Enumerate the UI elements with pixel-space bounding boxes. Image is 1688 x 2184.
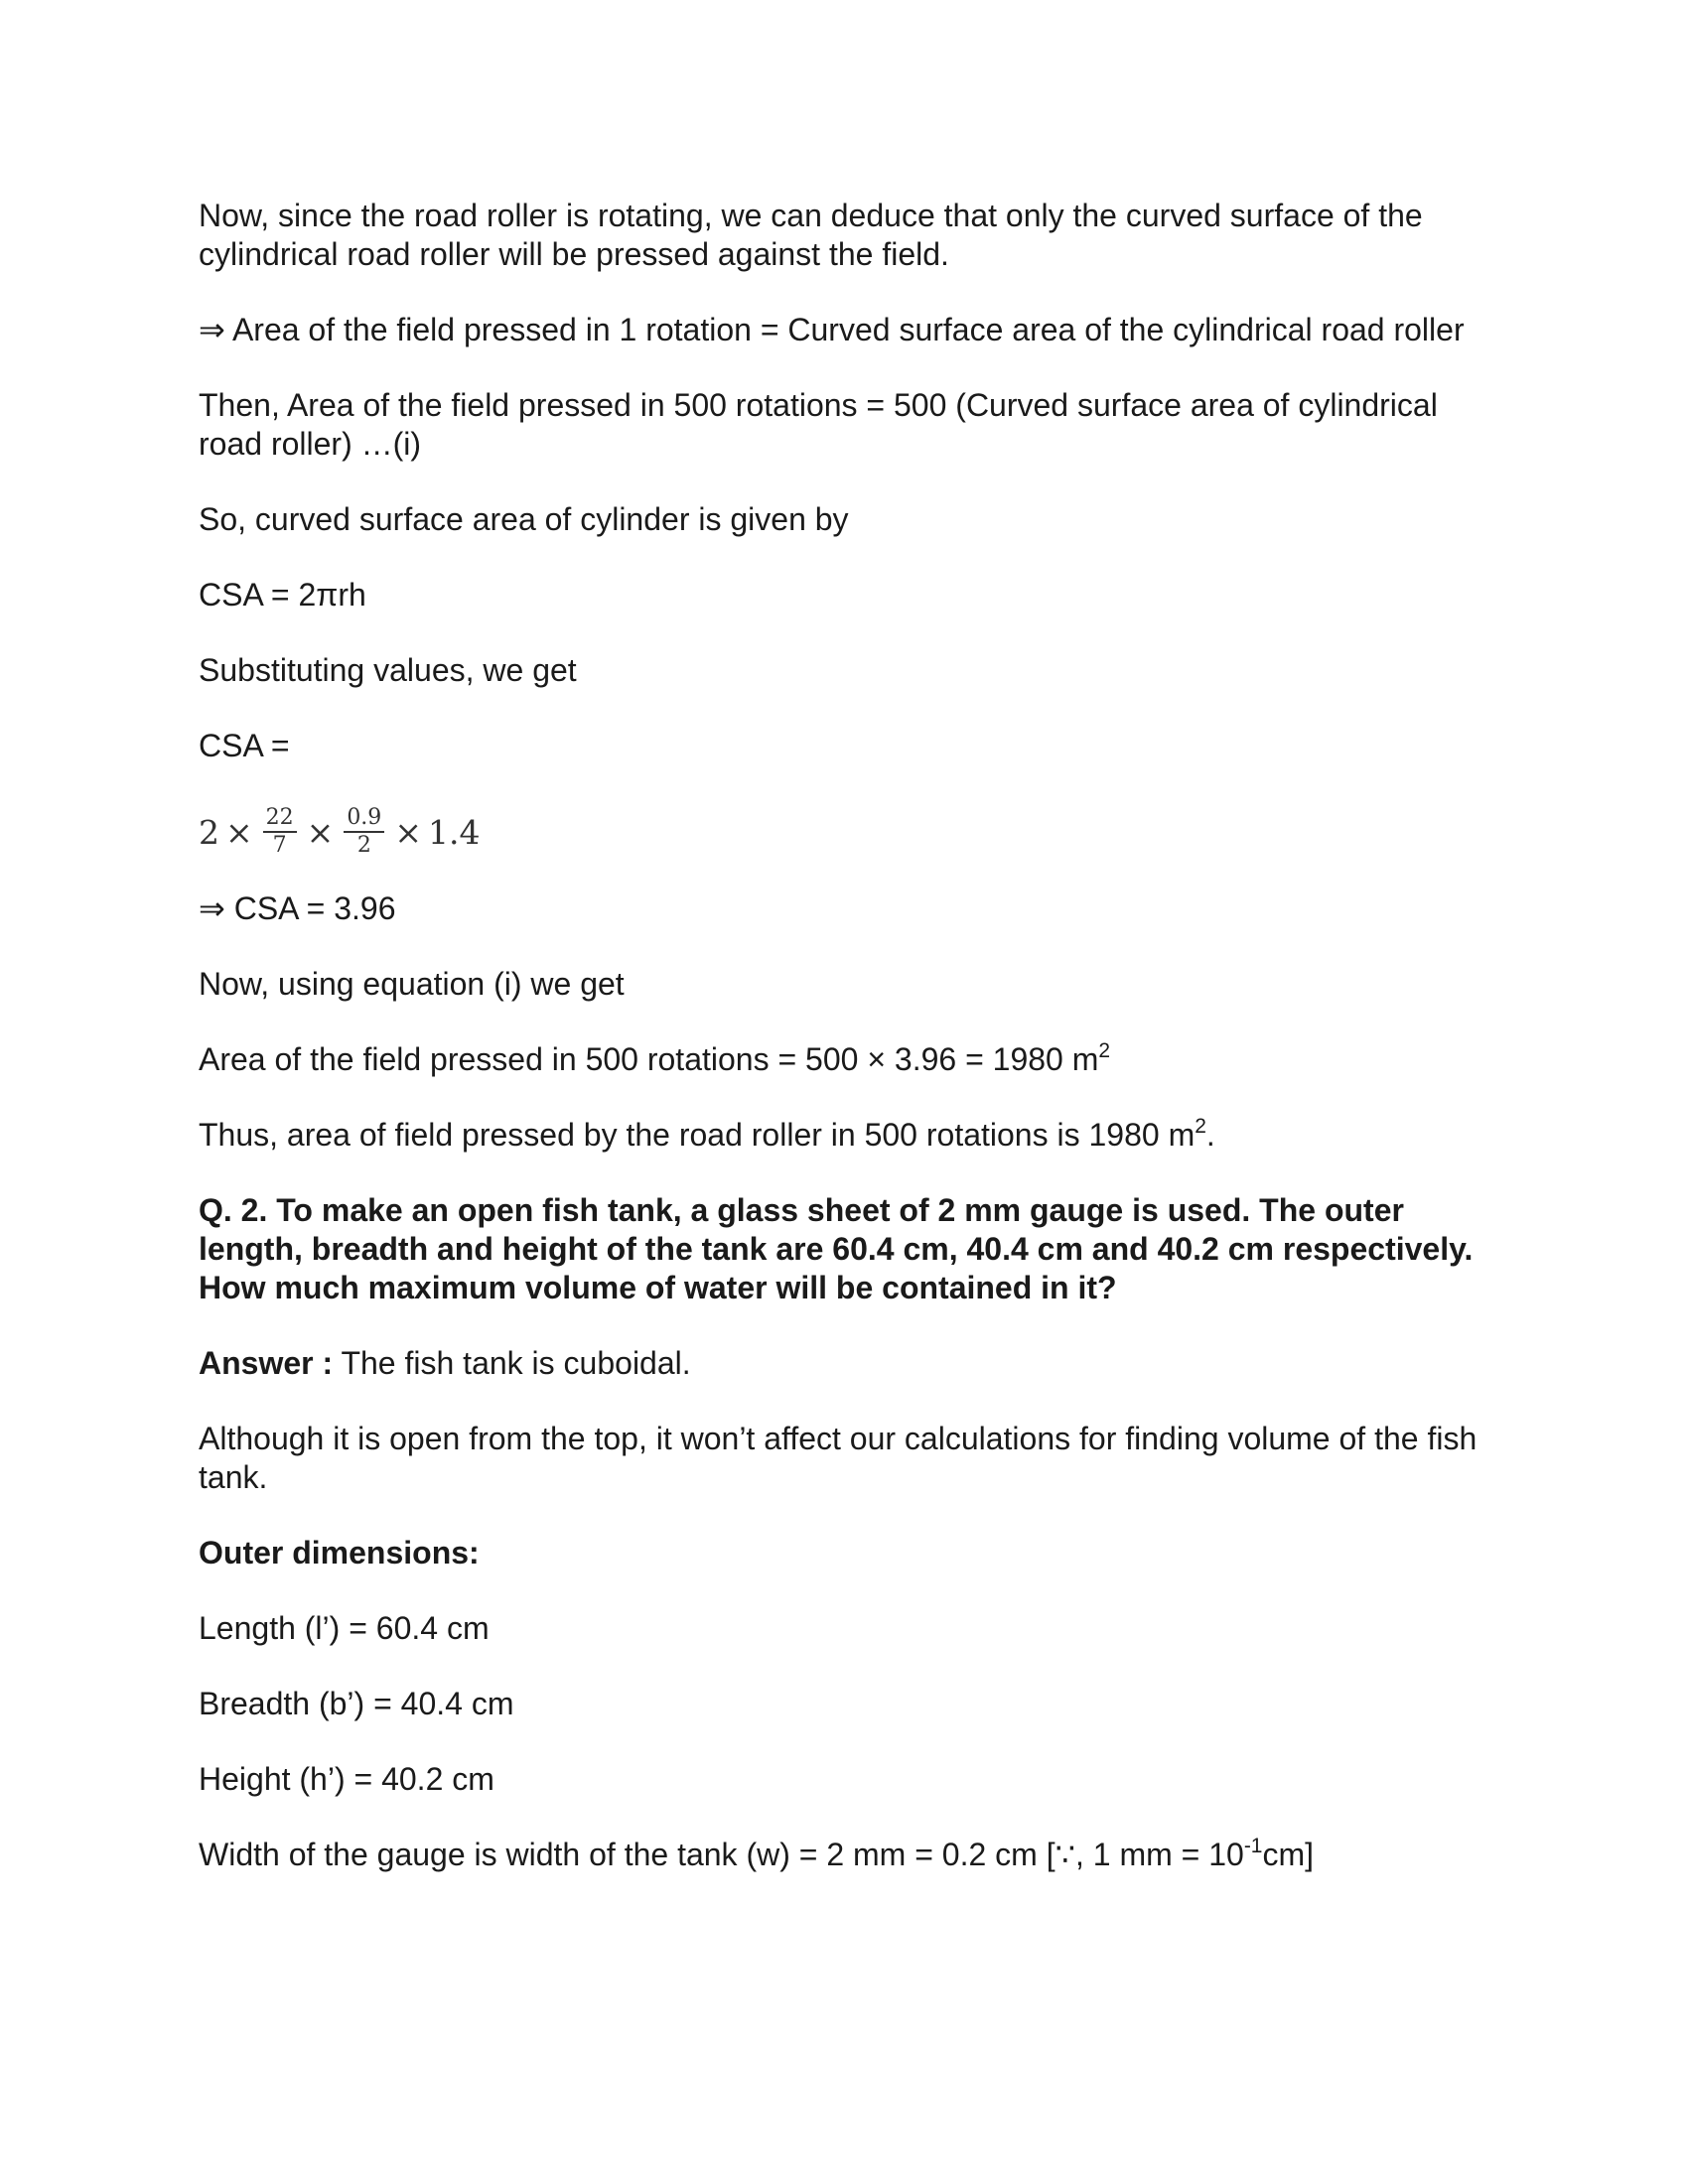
fraction-denominator: 2	[356, 833, 371, 858]
area-calculation-text: Area of the field pressed in 500 rotations = 500 × 3.96 = 1980 m	[199, 1041, 1099, 1077]
paragraph-area-one-rotation: ⇒ Area of the field pressed in 1 rotation = Curved surface area of the cylindrical road roller	[199, 312, 1465, 347]
fraction-denominator: 7	[272, 833, 287, 858]
question-2: Q. 2. To make an open fish tank, a glass sheet of 2 mm gauge is used. The outer length, breadth and height of the tank are 60.4 cm, 40.4 cm and 40.2 cm respectively. How much maximum volume of water will be contained in it?	[199, 1192, 1474, 1305]
superscript-squared: 2	[1195, 1115, 1206, 1138]
paragraph-answer	[199, 1344, 1509, 1383]
paragraph-conclusion	[199, 1116, 1509, 1155]
outer-length: Length (l’) = 60.4 cm	[199, 1610, 490, 1646]
outer-height: Height (h’) = 40.2 cm	[199, 1761, 494, 1797]
formula-height: 1.4	[427, 812, 481, 852]
paragraph-csa-formula: CSA = 2πrh	[199, 577, 366, 613]
document-body	[199, 197, 1509, 1911]
paragraph-csa-equals: CSA =	[199, 728, 290, 763]
csa-formula-expression	[199, 796, 1509, 868]
formula-coefficient: 2	[199, 812, 219, 852]
multiply-sign: ×	[394, 812, 422, 852]
answer-text: The fish tank is cuboidal.	[333, 1345, 691, 1381]
conclusion-period: .	[1205, 1117, 1215, 1153]
paragraph-area-calculation	[199, 1040, 1509, 1079]
paragraph-rotation-deduction: Now, since the road roller is rotating, we can deduce that only the curved surface of the cylindrical road roller will be pressed against the field.	[199, 198, 1423, 272]
superscript-exponent: -1	[1243, 1835, 1263, 1857]
paragraph-gauge-width	[199, 1836, 1509, 1874]
gauge-width-unit: cm]	[1262, 1837, 1315, 1872]
paragraph-substituting: Substituting values, we get	[199, 652, 577, 688]
paragraph-using-equation: Now, using equation (i) we get	[199, 966, 625, 1002]
outer-dimensions-heading: Outer dimensions:	[199, 1535, 480, 1570]
superscript-squared: 2	[1098, 1039, 1111, 1062]
fraction-radius	[344, 805, 384, 859]
multiply-sign: ×	[306, 812, 335, 852]
fraction-numerator: 22	[263, 805, 297, 833]
paragraph-csa-intro: So, curved surface area of cylinder is given by	[199, 501, 849, 537]
fraction-numerator: 0.9	[344, 805, 384, 833]
paragraph-area-500-rotations: Then, Area of the field pressed in 500 rotations = 500 (Curved surface area of cylindrical road roller) …(i)	[199, 387, 1438, 462]
paragraph-csa-result: ⇒ CSA = 3.96	[199, 890, 396, 926]
gauge-width-text: Width of the gauge is width of the tank (w) = 2 mm = 0.2 cm [∵, 1 mm = 10	[199, 1837, 1244, 1872]
conclusion-text: Thus, area of field pressed by the road roller in 500 rotations is 1980 m	[199, 1117, 1196, 1153]
fraction-pi	[263, 805, 297, 859]
outer-breadth: Breadth (b’) = 40.4 cm	[199, 1686, 514, 1721]
answer-label: Answer :	[199, 1345, 334, 1381]
paragraph-open-top: Although it is open from the top, it won’t affect our calculations for finding volume of the fish tank.	[199, 1421, 1477, 1495]
multiply-sign: ×	[225, 812, 253, 852]
